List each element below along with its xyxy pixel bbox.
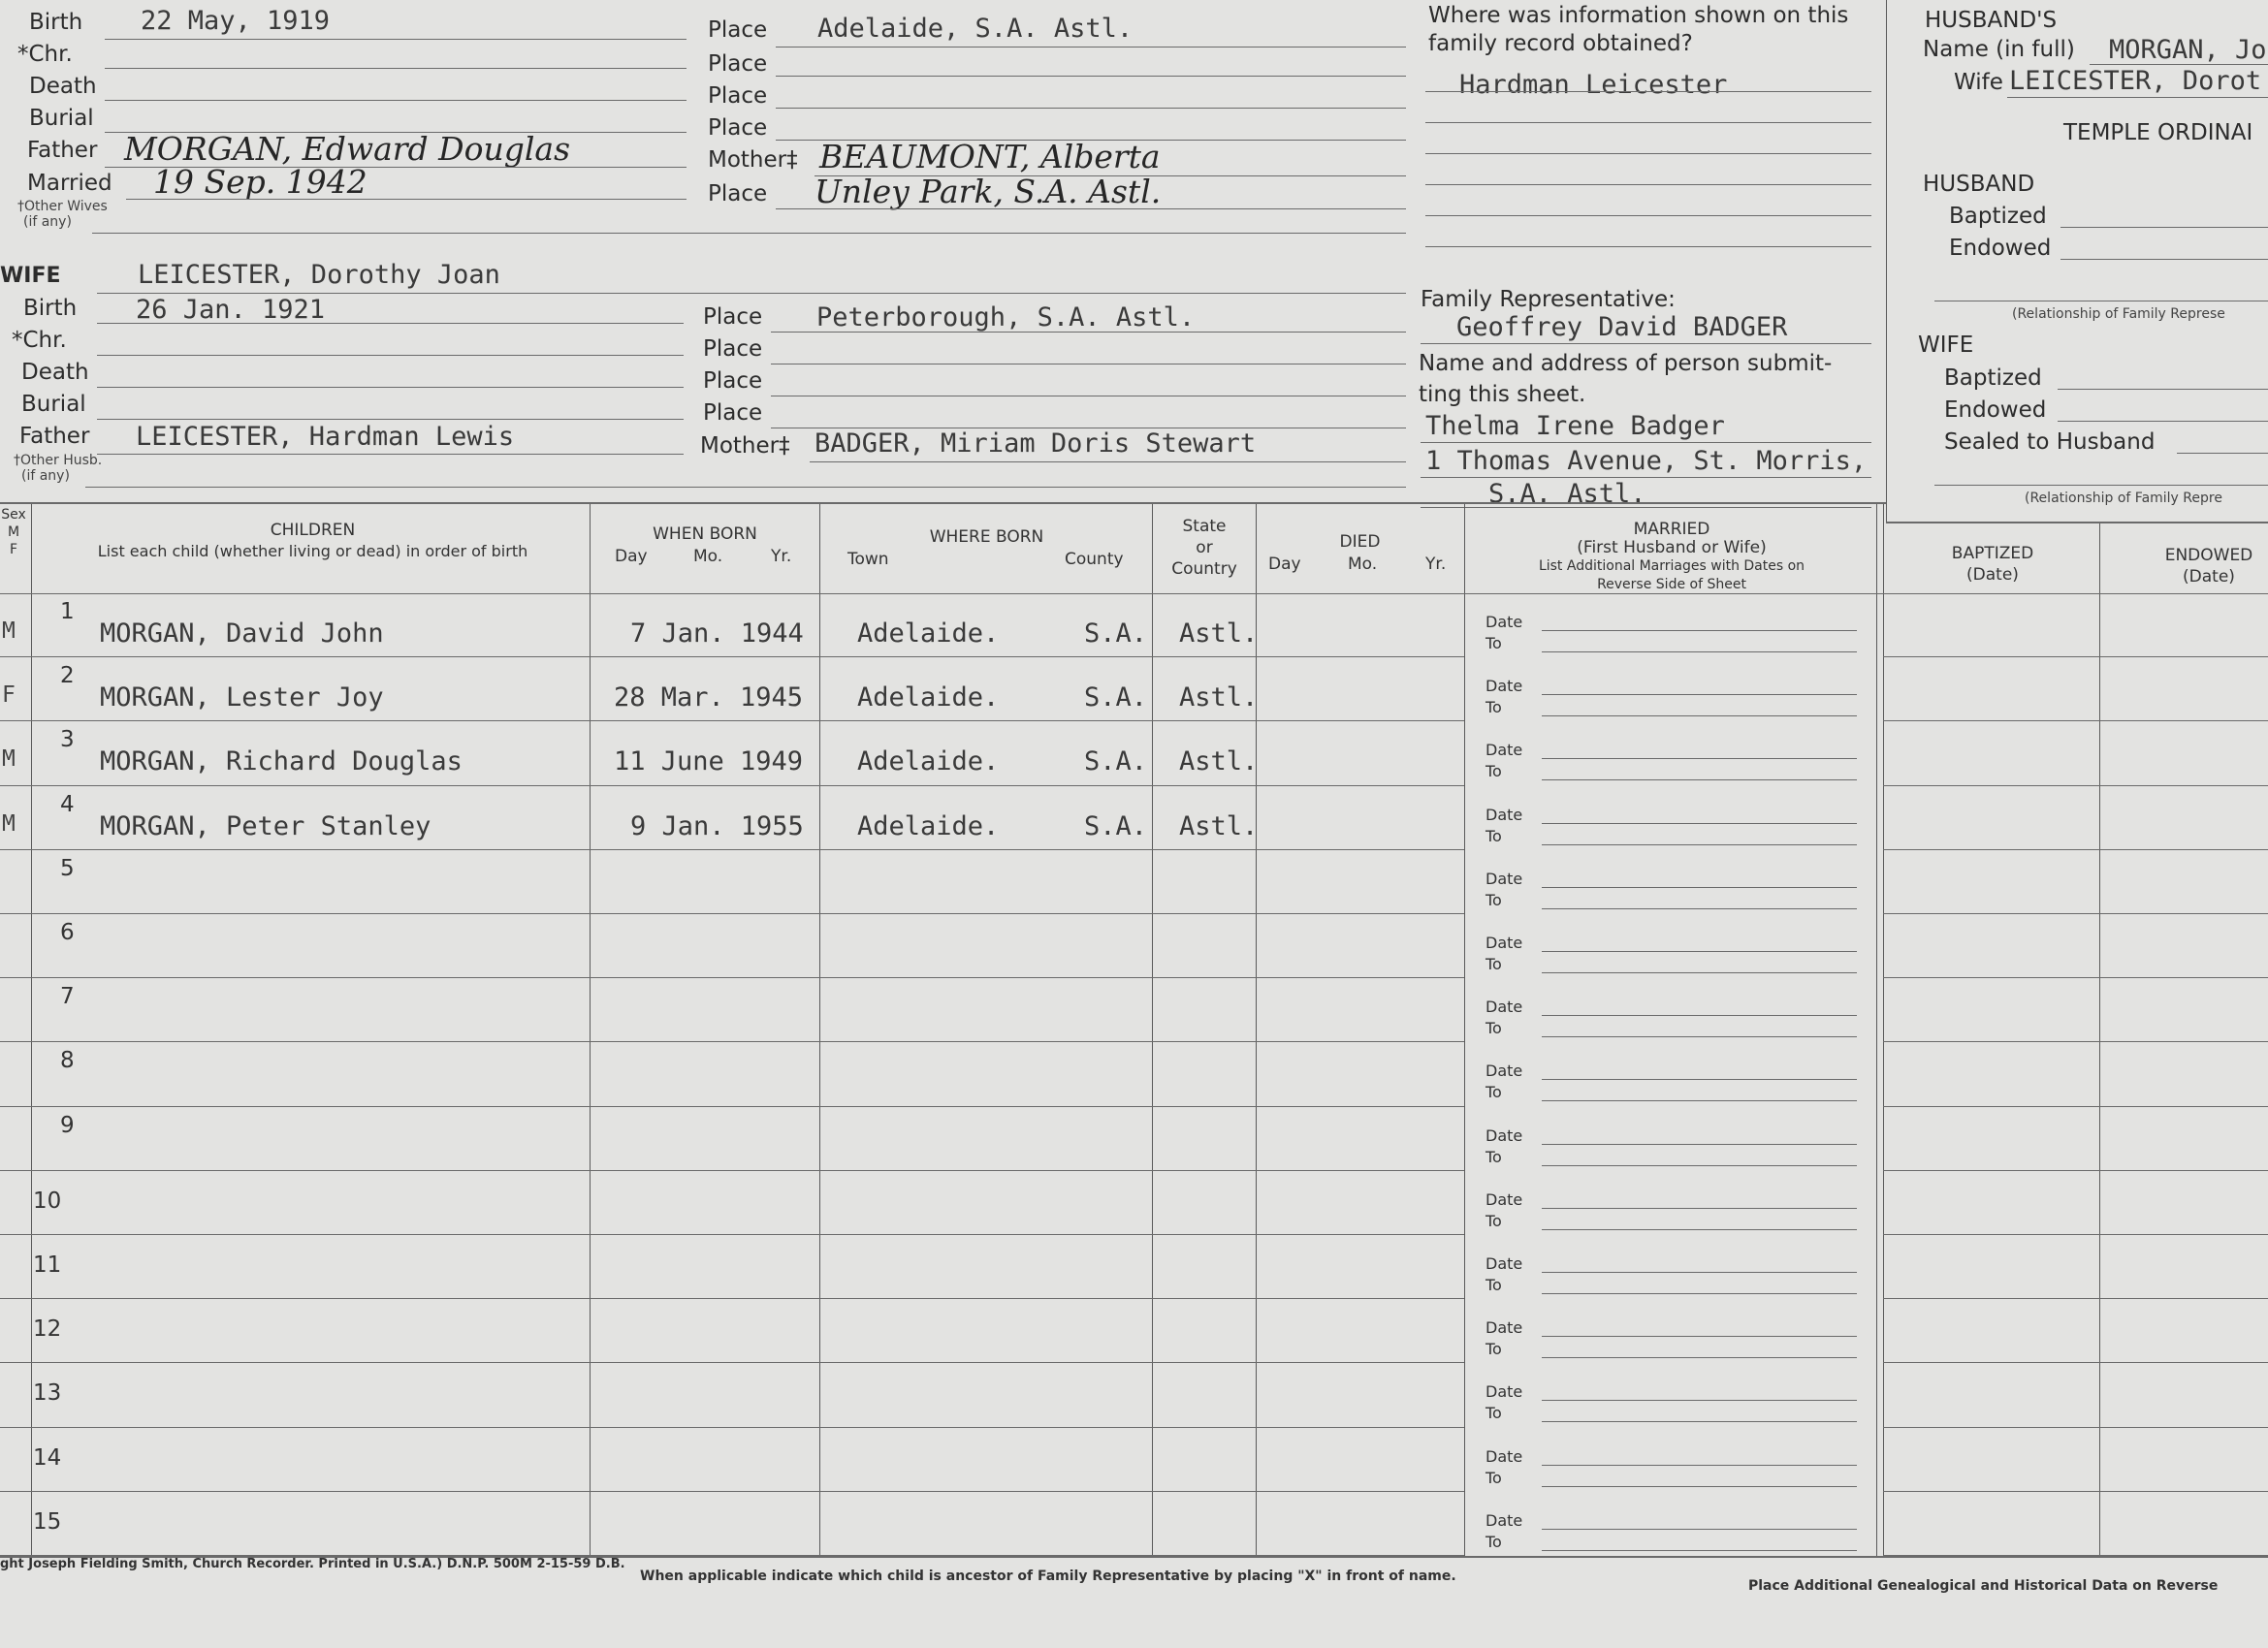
footer-left: ght Joseph Fielding Smith, Church Recorder. Printed in U.S.A.) D.N.P. 500M 2-15-59 D.B. <box>0 1557 625 1571</box>
info-question-line1: Where was information shown on this <box>1428 3 1849 28</box>
when-born-day: Day <box>615 547 648 566</box>
other-wives-if-any: (if any) <box>23 214 72 230</box>
married-to-label: To <box>1485 1211 1502 1230</box>
state-header: State <box>1182 517 1227 536</box>
married-header: MARRIED <box>1633 520 1710 539</box>
child-birth-town: Adelaide. <box>857 618 1000 649</box>
table-row <box>0 1042 2268 1106</box>
husband-burial-label: Burial <box>29 106 94 131</box>
table-row <box>0 721 2268 785</box>
table-row <box>0 1428 2268 1492</box>
row-number: 8 <box>60 1048 75 1074</box>
husband-mother-value: BEAUMONT, Alberta <box>819 138 1161 175</box>
wife-mother-label: Mother‡ <box>700 433 790 459</box>
row-number: 2 <box>60 663 75 689</box>
where-born-header: WHERE BORN <box>929 527 1044 547</box>
married-to-label: To <box>1485 1340 1502 1359</box>
row-number: 15 <box>33 1508 62 1535</box>
row-number: 1 <box>60 599 75 624</box>
sex-header-f: F <box>9 542 18 557</box>
married-to-label: To <box>1485 1083 1502 1102</box>
table-row <box>0 850 2268 914</box>
when-born-header: WHEN BORN <box>653 524 757 544</box>
table-row <box>0 914 2268 978</box>
married-to-label: To <box>1485 698 1502 717</box>
wife-name-value: LEICESTER, Dorothy Joan <box>138 260 500 290</box>
table-row <box>0 1492 2268 1556</box>
other-husb-label: †Other Husb. <box>14 453 103 468</box>
married-date-label: Date <box>1485 934 1523 952</box>
baptized-header: BAPTIZED <box>1951 544 2034 563</box>
child-birth-date: 7 Jan. 1944 <box>630 618 804 649</box>
married-to-label: To <box>1485 1404 1502 1423</box>
wife-baptized-label: Baptized <box>1944 365 2042 391</box>
child-birth-date: 11 June 1949 <box>614 746 804 777</box>
husband-father-label: Father <box>27 138 98 163</box>
child-sex: M <box>2 746 16 773</box>
table-row <box>0 1363 2268 1427</box>
married-to-label: To <box>1485 1532 1502 1551</box>
wife-label: Wife <box>1954 70 2003 95</box>
died-yr: Yr. <box>1425 555 1447 574</box>
married-sub2: List Additional Marriages with Dates on <box>1538 558 1805 574</box>
state-header-country: Country <box>1171 559 1237 579</box>
husband-father-value: MORGAN, Edward Douglas <box>124 130 571 168</box>
other-husb-if-any: (if any) <box>21 468 70 484</box>
married-to-label: To <box>1485 955 1502 973</box>
wife-burial-label: Burial <box>21 392 86 417</box>
child-birth-county: S.A. <box>1084 618 1148 649</box>
married-date-label: Date <box>1485 677 1523 696</box>
child-birth-date: 28 Mar. 1945 <box>614 682 804 713</box>
table-row <box>0 657 2268 721</box>
submitter-label-line1: Name and address of person submit- <box>1419 351 1833 376</box>
child-birth-country: Astl. <box>1179 618 1259 649</box>
married-to-label: To <box>1485 762 1502 781</box>
endowed-subheader: (Date) <box>2183 567 2235 586</box>
married-date-label: Date <box>1485 1446 1523 1466</box>
died-header: DIED <box>1339 532 1381 552</box>
married-date-label: Date <box>1485 1062 1523 1081</box>
married-date-label: Date <box>1485 1510 1523 1530</box>
died-mo: Mo. <box>1348 555 1378 574</box>
child-birth-county: S.A. <box>1084 682 1148 713</box>
husband-endowed-label: Endowed <box>1949 236 2052 261</box>
husbands-label: HUSBAND'S <box>1925 8 2058 33</box>
married-sub3: Reverse Side of Sheet <box>1597 577 1746 592</box>
relationship-note-2: (Relationship of Family Repre <box>2025 491 2222 506</box>
sealed-to-husband-label: Sealed to Husband <box>1944 429 2156 455</box>
info-question-line2: family record obtained? <box>1428 31 1693 56</box>
table-row <box>0 1235 2268 1299</box>
wife-chr-place-label: Place <box>703 336 763 362</box>
wife-birth-place-value: Peterborough, S.A. Astl. <box>816 302 1196 333</box>
married-date-label: Date <box>1485 1382 1523 1402</box>
wife-burial-place-label: Place <box>703 400 763 426</box>
husband-death-place-label: Place <box>708 83 768 109</box>
child-birth-country: Astl. <box>1179 746 1259 777</box>
married-date-label: Date <box>1485 998 1523 1017</box>
wife-father-label: Father <box>19 424 90 449</box>
child-birth-town: Adelaide. <box>857 810 1000 841</box>
where-born-town: Town <box>847 550 889 569</box>
child-birth-date: 9 Jan. 1955 <box>630 810 804 841</box>
wife-birth-label: Birth <box>23 296 78 321</box>
table-row <box>0 978 2268 1042</box>
wife-birth-place-label: Place <box>703 304 763 330</box>
wife-chr-label: *Chr. <box>12 328 67 353</box>
died-day: Day <box>1268 555 1301 574</box>
wife-endowed-label: Endowed <box>1944 397 2047 423</box>
married-date-label: Date <box>1485 741 1523 760</box>
name-full-value: MORGAN, Jo <box>2109 35 2267 65</box>
married-to-label: To <box>1485 634 1502 652</box>
temple-husband-label: HUSBAND <box>1923 172 2035 197</box>
child-birth-country: Astl. <box>1179 682 1259 713</box>
sex-header-m: M <box>7 524 20 540</box>
table-row <box>0 1107 2268 1171</box>
child-name: MORGAN, Lester Joy <box>100 682 384 713</box>
info-answer: Hardman Leicester <box>1459 70 1728 100</box>
husband-birth-place-value: Adelaide, S.A. Astl. <box>817 14 1134 44</box>
children-subheader: List each child (whether living or dead) in order of birth <box>97 542 528 560</box>
family-rep-label: Family Representative: <box>1421 287 1676 312</box>
child-name: MORGAN, Richard Douglas <box>100 746 463 777</box>
baptized-subheader: (Date) <box>1966 565 2019 585</box>
row-number: 13 <box>33 1380 62 1407</box>
table-row <box>0 786 2268 850</box>
husband-chr-place-label: Place <box>708 51 768 77</box>
husband-birth-label: Birth <box>29 10 83 35</box>
row-number: 7 <box>60 984 75 1010</box>
married-date-label: Date <box>1485 1318 1523 1338</box>
when-born-mo: Mo. <box>693 547 723 566</box>
married-date-label: Date <box>1485 1125 1523 1145</box>
married-to-label: To <box>1485 1276 1502 1294</box>
married-sub1: (First Husband or Wife) <box>1577 538 1767 557</box>
husband-married-value: 19 Sep. 1942 <box>153 163 367 201</box>
husband-baptized-label: Baptized <box>1949 204 2047 229</box>
other-wives-label: †Other Wives <box>17 199 108 214</box>
child-birth-county: S.A. <box>1084 746 1148 777</box>
row-number: 5 <box>60 855 75 881</box>
row-number: 14 <box>33 1444 62 1471</box>
temple-wife-label: WIFE <box>1918 333 1974 358</box>
married-date-label: Date <box>1485 1254 1523 1273</box>
submitter-address-line2: S.A. Astl. <box>1488 479 1646 509</box>
married-to-label: To <box>1485 1147 1502 1166</box>
husband-birth-place-label: Place <box>708 17 768 43</box>
wife-death-place-label: Place <box>703 368 763 394</box>
row-number: 4 <box>60 791 75 817</box>
married-to-label: To <box>1485 1468 1502 1487</box>
when-born-yr: Yr. <box>771 547 792 566</box>
wife-name-value-temple: LEICESTER, Dorot <box>2009 66 2262 96</box>
wife-birth-value: 26 Jan. 1921 <box>136 295 326 325</box>
family-rep-name: Geoffrey David BADGER <box>1456 312 1788 342</box>
husband-burial-place-label: Place <box>708 115 768 141</box>
married-to-label: To <box>1485 890 1502 909</box>
row-number: 11 <box>33 1252 62 1278</box>
child-name: MORGAN, David John <box>100 618 384 649</box>
row-number: 9 <box>60 1112 75 1138</box>
sex-header: Sex <box>1 507 26 523</box>
husband-mother-label: Mother‡ <box>708 147 798 173</box>
temple-ordinances-label: TEMPLE ORDINAI <box>2063 120 2253 145</box>
footer-center: When applicable indicate which child is ancestor of Family Representative by placing "X" in front of name. <box>640 1569 1456 1584</box>
name-full-label: Name (in full) <box>1923 37 2075 62</box>
wife-mother-value: BADGER, Miriam Doris Stewart <box>815 428 1257 459</box>
children-header: CHILDREN <box>270 521 356 540</box>
row-number: 6 <box>60 920 75 945</box>
child-sex: M <box>2 618 16 644</box>
husband-married-label: Married <box>27 171 112 196</box>
submitter-address-line1: 1 Thomas Avenue, St. Morris, <box>1425 446 1868 476</box>
state-header-or: or <box>1196 538 1213 557</box>
child-name: MORGAN, Peter Stanley <box>100 810 431 841</box>
husband-birth-value: 22 May, 1919 <box>141 6 331 36</box>
row-number: 10 <box>33 1188 62 1214</box>
wife-father-value: LEICESTER, Hardman Lewis <box>136 422 515 452</box>
married-date-label: Date <box>1485 805 1523 824</box>
table-row <box>0 1299 2268 1363</box>
child-birth-town: Adelaide. <box>857 682 1000 713</box>
row-number: 12 <box>33 1316 62 1343</box>
row-number: 3 <box>60 727 75 753</box>
footer-right: Place Additional Genealogical and Historical Data on Reverse <box>1748 1578 2219 1594</box>
child-birth-country: Astl. <box>1179 810 1259 841</box>
child-birth-county: S.A. <box>1084 810 1148 841</box>
husband-death-label: Death <box>29 74 97 99</box>
married-to-label: To <box>1485 1019 1502 1038</box>
husband-married-place-value: Unley Park, S.A. Astl. <box>815 173 1162 210</box>
table-row <box>0 593 2268 657</box>
married-to-label: To <box>1485 826 1502 845</box>
submitter-label-line2: ting this sheet. <box>1419 382 1586 407</box>
married-date-label: Date <box>1485 1189 1523 1209</box>
married-date-label: Date <box>1485 869 1523 888</box>
relationship-note: (Relationship of Family Represe <box>2012 306 2225 322</box>
husband-chr-label: *Chr. <box>17 42 73 67</box>
endowed-header: ENDOWED <box>2164 546 2253 565</box>
submitter-name: Thelma Irene Badger <box>1425 411 1725 441</box>
wife-death-label: Death <box>21 360 89 385</box>
husband-married-place-label: Place <box>708 181 768 206</box>
child-birth-town: Adelaide. <box>857 746 1000 777</box>
married-date-label: Date <box>1485 613 1523 631</box>
child-sex: F <box>2 682 16 709</box>
table-row <box>0 1171 2268 1235</box>
wife-section-label: WIFE <box>0 264 61 288</box>
child-sex: M <box>2 810 16 837</box>
where-born-county: County <box>1065 550 1124 569</box>
